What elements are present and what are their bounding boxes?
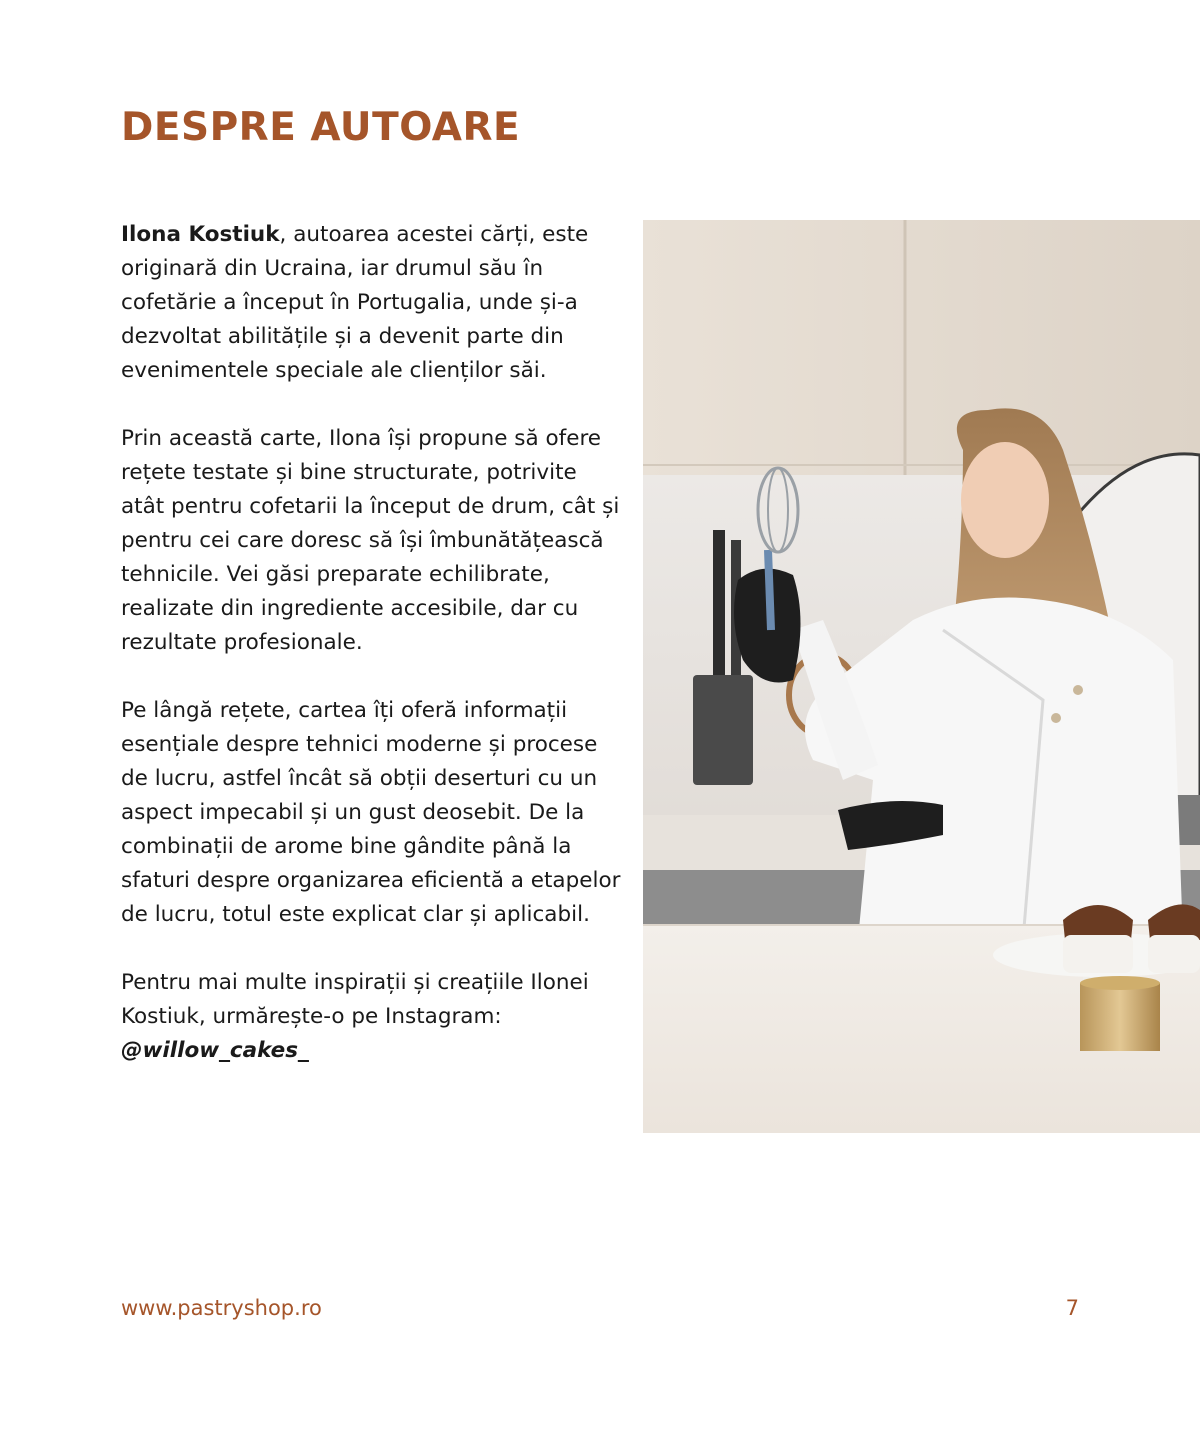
bio-paragraph-4 [121, 966, 621, 1068]
instagram-invite-text: Pentru mai multe inspirații și creațiile Ilonei Kostiuk, urmărește-o pe Instagram: [121, 970, 589, 1029]
bio-paragraph-3: Pe lângă rețete, cartea îți oferă informații esențiale despre tehnici moderne și procese de lucru, astfel încât să obții deserturi cu un aspect impecabil și un gust deosebit. De la combinații de arome bine gândite până la sfaturi despre organizarea eficientă a etapelor de lucru, totul este explicat clar și aplicabil. [121, 698, 621, 927]
author-bio [121, 218, 621, 1068]
website-link[interactable]: www.pastryshop.ro [121, 1296, 322, 1320]
page-title: DESPRE AUTOARE [121, 105, 521, 150]
bio-paragraph-1-text: , autoarea acestei cărți, este originară din Ucraina, iar drumul său în cofetărie a început în Portugalia, unde și-a dezvoltat abilitățile și a devenit parte din evenimentele speciale ale clienților săi. [121, 222, 589, 383]
author-name: Ilona Kostiuk [121, 222, 280, 247]
bio-paragraph-2: Prin această carte, Ilona își propune să ofere rețete testate și bine structurate, potrivite atât pentru cofetarii la început de drum, cât și pentru cei care doresc să își îmbunătățească tehnicile. Vei găsi preparate echilibrate, realizate din ingrediente accesibile, dar cu rezultate profesionale. [121, 426, 620, 655]
instagram-handle-link[interactable]: @willow_cakes_ [121, 1038, 309, 1063]
page-number: 7 [1065, 1296, 1079, 1320]
bio-paragraph-1 [121, 218, 621, 388]
author-photo [643, 220, 1200, 1133]
